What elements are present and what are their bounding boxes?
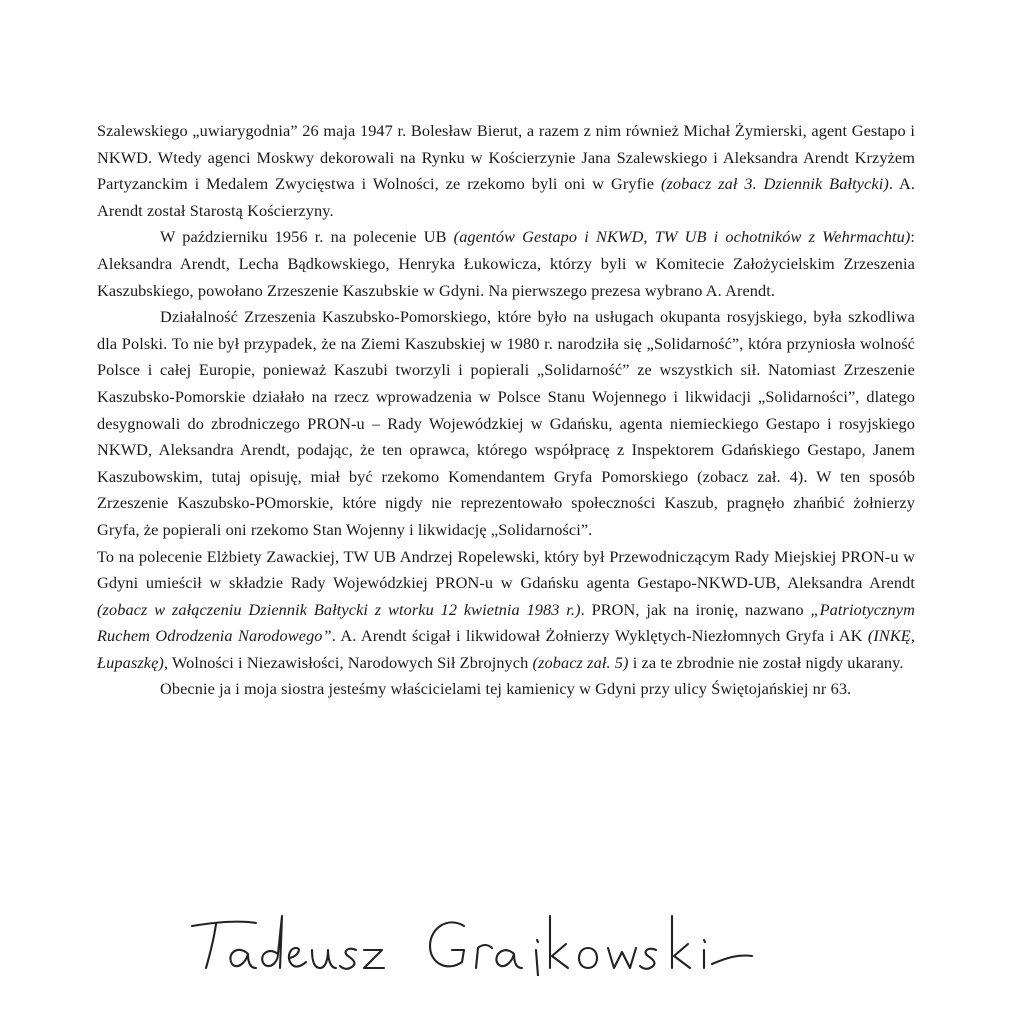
signature-drawing [186,898,776,976]
italic-text-run: (zobacz w załączeniu Dziennik Bałtycki z wtorku 12 kwietnia 1983 r.) [97,599,581,619]
text-run: Obecnie ja i moja siostra jesteśmy właścicielami tej kamienicy w Gdyni przy ulicy Świętojańskiej nr 63. [160,679,852,699]
paragraph [97,118,915,224]
text-run: To na polecenie Elżbiety Zawackiej, TW UB Andrzej Ropelewski, który był Przewodniczącym Rady Miejskiej PRON-u w Gdyni umieścił w składzie Rady Wojewódzkiej PRON-u w Gdańsku agenta Gestapo-NKWD-UB, Aleksandra Arendt [97,546,915,593]
italic-text-run: (INKĘ, Łupaszkę) [97,626,915,672]
text-run: , Wolności i Niezawisłości, Narodowych Sił Zbrojnych [163,652,533,672]
paragraph [97,544,915,677]
text-run: . A. Arendt został Starostą Kościerzyny. [97,174,915,220]
text-run: . PRON, jak na ironię, nazwano [580,599,811,619]
text-run: W październiku 1956 r. na polecenie UB [160,227,454,247]
paragraph [97,224,915,304]
italic-text-run: (zobacz zał. 5) [532,652,629,672]
text-run: : Aleksandra Arendt, Lecha Bądkowskiego, Henryka Łukowicza, którzy byli w Komitecie Założycielskim Zrzeszenia Kaszubskiego, powołano Zrzeszenie Kaszubskie w Gdyni. Na pierwszego prezesa wybrano A. Arendt. [97,227,915,300]
handwritten-signature [186,898,776,976]
text-run: Szalewskiego „uwiarygodnia” 26 maja 1947 r. Bolesław Bierut, a razem z nim również Michał Żymierski, agent Gestapo i NKWD. Wtedy agenci Moskwy dekorowali na Rynku w Kościerzynie Jana Szalewskiego i Aleksandra Arendt Krzyżem Partyzanckim i Medalem Zwycięstwa i Wolności, ze rzekomo byli oni w Gryfie [97,121,915,194]
document-body [97,118,915,703]
italic-text-run: (agentów Gestapo i NKWD, TW UB i ochotników z Wehrmachtu) [453,227,911,247]
italic-text-run: „Patriotycznym Ruchem Odrodzenia Narodowego” [97,599,915,646]
paragraph [97,676,915,703]
text-run: i za te zbrodnie nie został nigdy ukarany. [628,652,904,672]
paragraph [97,304,915,543]
text-run: Działalność Zrzeszenia Kaszubsko-Pomorskiego, które było na usługach okupanta rosyjskiego, była szkodliwa dla Polski. To nie był przypadek, że na Ziemi Kaszubskiej w 1980 r. narodziła się „Solidarność”, która przyniosła wolność Polsce i całej Europie, ponieważ Kaszubi tworzyli i popierali „Solidarność” ze wszystkich sił. Natomiast Zrzeszenie Kaszubsko-Pomorskie działało na rzecz wprowadzenia w Polsce Stanu Wojennego i likwidacji „Solidarności”, dlatego desygnowali do zbrodniczego PRON-u – Rady Wojewódzkiej w Gdańsku, agenta niemieckiego Gestapo i rosyjskiego NKWD, Aleksandra Arendt, podając, że ten oprawca, którego współpracę z Inspektorem Gdańskiego Gestapo, Janem Kaszubowskim, tutaj opisuję, miał być rzekomo Komendantem Gryfa Pomorskiego (zobacz zał. 4). W ten sposób Zrzeszenie Kaszubsko-POmorskie, które nigdy nie reprezentowało społeczności Kaszub, pragnęło zhańbić żołnierzy Gryfa, że popierali oni rzekomo Stan Wojenny i likwidację „Solidarności”. [97,307,915,539]
text-run: . A. Arendt ścigał i likwidował Żołnierzy Wyklętych-Niezłomnych Gryfa i AK [331,626,868,646]
italic-text-run: (zobacz zał 3. Dziennik Bałtycki) [660,174,889,194]
